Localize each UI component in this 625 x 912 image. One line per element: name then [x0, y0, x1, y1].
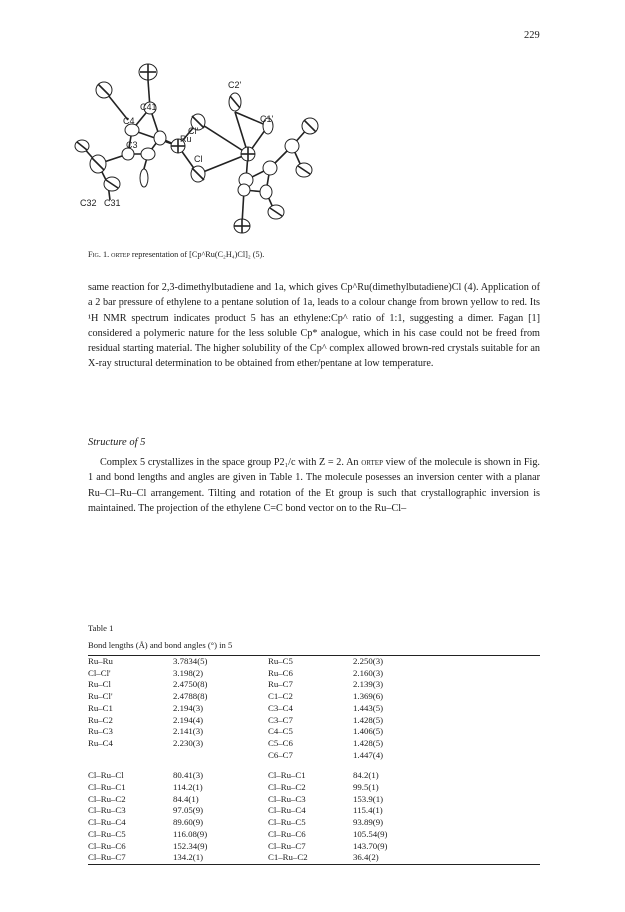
table-cell: Cl–Ru–C3: [88, 805, 126, 816]
paragraph-2-after-ortep: view of the molecule is shown in Fig. 1 and bond lengths and angles are given in Table 1. The molecule posesses an inversion center with a planar Ru–Cl–Ru–Cl arrangement. Tilting and rotation of the Et group is such that crystallographic inversion is maintained. The projection of the ethylene C=C bond vector on to the Ru–Cl–: [88, 457, 540, 514]
paragraph-1: same reaction for 2,3-dimethylbutadiene and 1a, which gives Cp^Ru(dimethylbutadiene)Cl (4). Application of a 2 bar pressure of ethylene to a pentane solution of 1a, leads to a colour change from brown yellow to red. Its ¹H NMR spectrum indicates product 5 has an ethylene:Cp^ ratio of 1:1, suggesting a dimer. Fagan [1] considered a polymeric nature for the less soluble Cp* analogue, which in his case could not be freed from residual starting material. The higher solubility of the Cp^ complex allowed brown-red crystals suitable for an X-ray structural determination to be obtained from ether/pentane at low temperature.: [88, 282, 540, 370]
table-cell: Cl–Ru–C1: [268, 770, 306, 781]
figure-caption: [88, 250, 264, 259]
table-cell: 99.5(1): [353, 782, 379, 793]
table-cell: 3.198(2): [173, 667, 204, 678]
table-cell: 134.2(1): [173, 852, 204, 863]
table-cell: 3.7834(5): [173, 656, 208, 666]
table-cell: 36.4(2): [353, 852, 379, 863]
table-cell: 2.230(3): [173, 737, 204, 748]
table-cell: Ru–C1: [88, 702, 113, 713]
table-cell: C5–C6: [268, 737, 293, 748]
table-cell: Cl–Ru–C5: [88, 828, 126, 839]
paragraph-2-ortep: ortep: [361, 457, 383, 468]
table-cell: Cl–Ru–C5: [268, 817, 306, 828]
table-cell: 116.08(9): [173, 828, 208, 839]
table-row-length: [88, 726, 540, 738]
table-label: Table 1: [88, 623, 114, 633]
table-row-angle: [88, 829, 540, 841]
ortep-figure: [70, 50, 360, 242]
table-cell: 93.89(9): [353, 817, 384, 828]
label-c4: C4: [123, 116, 135, 126]
table-row-angle: [88, 805, 540, 817]
table-cell: 2.4750(8): [173, 679, 208, 690]
table-cell: Ru–C3: [88, 726, 113, 737]
label-c3: C3: [126, 140, 138, 150]
label-ru: Ru: [180, 134, 192, 144]
table-cell: 1.369(6): [353, 691, 384, 702]
table-cell: C3–C7: [268, 714, 293, 725]
table-cell: Ru–C2: [88, 714, 113, 725]
section-heading: Structure of 5: [88, 437, 146, 448]
table-row-angle: [88, 782, 540, 794]
table-cell: Cl–Ru–C2: [88, 793, 126, 804]
ortep-molecule-drawing: [70, 50, 360, 242]
table-row-length: [88, 679, 540, 691]
table-row-angle: [88, 841, 540, 853]
table-cell: 152.34(9): [173, 840, 208, 851]
table-cell: [173, 750, 268, 762]
table-cell: Ru–C4: [88, 737, 113, 748]
table-cell: Ru–C6: [268, 667, 293, 678]
table-row-length: [88, 656, 540, 668]
figure-caption-rest: representation of [Cp^Ru(C₂H₄)Cl]₂ (5).: [129, 250, 265, 259]
bond-table-grid: [88, 656, 540, 864]
table-cell: Ru–C5: [268, 656, 293, 666]
table-row-angle: [88, 794, 540, 806]
table-row-angle: [88, 770, 540, 782]
table-row-length: [88, 668, 540, 680]
table-cell: Ru–Ru: [88, 656, 113, 666]
table-cell: Cl–Ru–Cl: [88, 770, 124, 781]
table-cell: 2.194(3): [173, 702, 204, 713]
paragraph-2-before-ortep: Complex 5 crystallizes in the space group P2₁/c with Z = 2. An: [100, 457, 362, 468]
table-cell: [88, 750, 173, 762]
label-c1-prime: C1': [260, 114, 274, 124]
table-cell: 2.4788(8): [173, 691, 208, 702]
table-row-length: [88, 750, 540, 762]
table-cell: Cl–Ru–C6: [88, 840, 126, 851]
table-cell: 1.406(5): [353, 726, 384, 737]
table-cell: 1.443(5): [353, 702, 384, 713]
label-c31: C31: [104, 198, 121, 208]
table-cell: Cl–Ru–C7: [88, 852, 126, 863]
table-cell: 97.05(9): [173, 805, 204, 816]
table-bottom-rule: [88, 864, 540, 865]
figure-caption-lead: Fig. 1.: [88, 250, 112, 259]
figure-caption-ortep: ortep: [111, 250, 130, 259]
table-cell: Cl–Ru–C4: [268, 805, 306, 816]
label-c41: C41: [140, 102, 157, 112]
table-row-length: [88, 715, 540, 727]
label-c32: C32: [80, 198, 97, 208]
table-cell: Ru–Cl: [88, 679, 111, 690]
table-cell: C6–C7: [268, 749, 293, 760]
table-cell: 1.447(4): [353, 749, 384, 760]
table-row-length: [88, 691, 540, 703]
table-row-length: [88, 738, 540, 750]
table-cell: C4–C5: [268, 726, 293, 737]
table-cell: Ru–C7: [268, 679, 293, 690]
table-row-length: [88, 703, 540, 715]
table-cell: Cl–Ru–C1: [88, 782, 126, 793]
table-cell: C1–Ru–C2: [268, 852, 308, 863]
label-c2-prime: C2': [228, 80, 242, 90]
table-cell: Cl–Ru–C7: [268, 840, 306, 851]
table-cell: Cl–Ru–C6: [268, 828, 306, 839]
paragraph-2: [88, 455, 540, 516]
table-cell: 2.160(3): [353, 667, 384, 678]
table-cell: 1.428(5): [353, 714, 384, 725]
table-cell: Cl–Ru–C2: [268, 782, 306, 793]
table-cell: 84.2(1): [353, 770, 379, 781]
table-cell: 89.60(9): [173, 817, 204, 828]
table-cell: C1–C2: [268, 691, 293, 702]
table-cell: 1.428(5): [353, 737, 384, 748]
table-cell: 114.2(1): [173, 782, 203, 793]
table-caption: Bond lengths (Å) and bond angles (°) in 5: [88, 640, 233, 650]
label-cl-prime: Cl': [188, 126, 199, 136]
table-cell: Cl–Ru–C4: [88, 817, 126, 828]
table-cell: 143.70(9): [353, 840, 388, 851]
table-spacer: [88, 761, 540, 770]
label-cl: Cl: [194, 154, 203, 164]
page-number: 229: [524, 30, 540, 41]
table-cell: 115.4(1): [353, 805, 383, 816]
table-cell: 2.141(3): [173, 726, 204, 737]
table-row-angle: [88, 817, 540, 829]
table-cell: Ru–Cl': [88, 691, 113, 702]
table-cell: 153.9(1): [353, 793, 384, 804]
table-row-angle: [88, 852, 540, 864]
table-cell: 2.139(3): [353, 679, 384, 690]
bond-table: [88, 655, 540, 865]
table-cell: 80.41(3): [173, 770, 204, 781]
table-cell: 2.194(4): [173, 714, 204, 725]
table-cell: Cl–Ru–C3: [268, 793, 306, 804]
table-cell: 2.250(3): [353, 656, 384, 666]
table-cell: Cl–Cl': [88, 667, 111, 678]
table-cell: 84.4(1): [173, 793, 199, 804]
table-cell: C3–C4: [268, 702, 293, 713]
table-cell: 105.54(9): [353, 828, 388, 839]
